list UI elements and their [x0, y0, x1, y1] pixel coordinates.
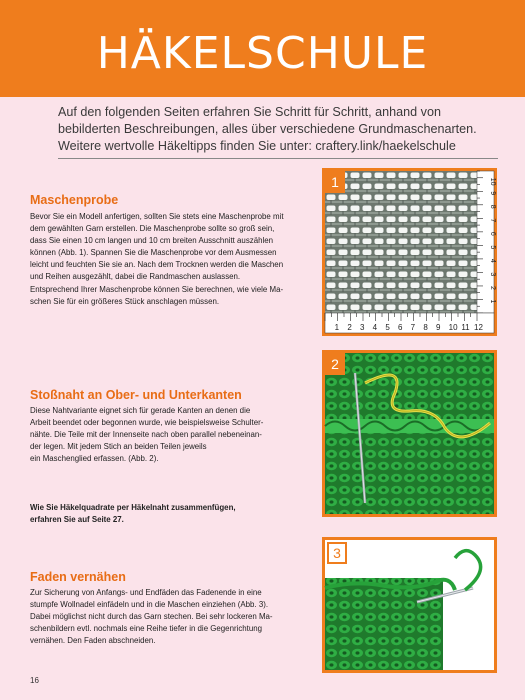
ruler-label: 6: [398, 323, 403, 332]
figure-number-badge: 1: [325, 171, 345, 193]
section-title-stossnaht: Stoßnaht an Ober- und Unterkanten: [30, 388, 242, 402]
ruler-label: 6: [489, 231, 496, 236]
ruler-label: 11: [461, 323, 470, 332]
body-line: Diese Nahtvariante eignet sich für gerade Kanten an denen die: [30, 406, 251, 415]
body-line: nähte. Die Teile mit der Innenseite nach oben parallel nebeneinan-: [30, 430, 262, 440]
ruler-label: 4: [489, 258, 496, 263]
ruler-label: 4: [372, 323, 378, 332]
body-line: Bevor Sie ein Modell anfertigen, sollten Sie stets eine Maschenprobe mit: [30, 212, 284, 221]
intro-line: Auf den folgenden Seiten erfahren Sie Schritt für Schritt, anhand von: [58, 105, 441, 119]
body-line: schenbildern evtl. nochmals eine Reihe tiefer in die Gegenrichtung: [30, 624, 263, 634]
body-line: vernähen. Den Faden abschneiden.: [30, 636, 156, 646]
body-line: Entsprechend Ihrer Maschenprobe können Sie berechnen, wie viele Ma-: [30, 284, 284, 294]
section-body-stossnaht: [30, 405, 315, 465]
body-line: können (Abb. 1). Spannen Sie die Maschenprobe vor dem Ausmessen: [30, 248, 277, 258]
ruler-label: 2: [347, 323, 352, 332]
body-line: leicht und feuchten Sie sie an. Nach dem Trocknen werden die Maschen: [30, 260, 284, 270]
ruler-label: 8: [423, 323, 428, 332]
ruler-label: 10: [489, 177, 496, 186]
ruler-label: 1: [489, 299, 496, 304]
body-line: Arbeit beendet oder begonnen wurde, wie beispielsweise Schulter-: [30, 418, 264, 428]
body-line: der legen. Mit jedem Stich an beiden Teilen jeweils: [30, 442, 207, 452]
figure-number-badge: 2: [325, 353, 345, 375]
body-line: dem gewählten Garn erstellen. Die Maschenprobe sollte so groß sein,: [30, 224, 275, 234]
ruler-label: 2: [489, 285, 496, 290]
figure-3-weaving-ends: [322, 537, 497, 673]
body-line: ein Maschenglied erfassen. (Abb. 2).: [30, 454, 159, 464]
ruler-label: 12: [474, 323, 483, 332]
page-number: 16: [30, 676, 39, 685]
ruler-label: 5: [385, 323, 390, 332]
intro-line: bebilderten Beschreibungen, alles über verschiedene Grundmaschenarten.: [58, 122, 477, 136]
body-line: und Reihen ausgezählt, dabei die Randmaschen auslassen.: [30, 272, 241, 282]
note-line: Wie Sie Häkelquadrate per Häkelnaht zusammenfügen,: [30, 503, 236, 512]
figure-1-gauge-swatch: [322, 168, 497, 336]
ruler-label: 5: [489, 245, 496, 250]
figure-number-badge: 3: [327, 542, 347, 564]
ruler-label: 10: [448, 323, 458, 332]
section-body-maschenprobe: [30, 211, 315, 308]
cross-reference-note: [30, 502, 315, 526]
ruler-label: 3: [360, 323, 365, 332]
ruler-label: 3: [489, 272, 496, 277]
seam-illustration: [325, 353, 494, 514]
weaving-ends-illustration: [325, 540, 494, 670]
body-line: dass Sie einen 10 cm langen und 10 cm breiten Ausschnitt auszählen: [30, 236, 274, 246]
body-line: Zur Sicherung von Anfangs- und Endfäden das Fadenende in eine: [30, 588, 262, 597]
ruler-label: 7: [489, 218, 496, 223]
gauge-swatch-illustration: [325, 171, 494, 333]
ruler-label: 9: [436, 323, 441, 332]
body-line: stumpfe Wollnadel einfädeln und in die Maschen einziehen (Abb. 3).: [30, 600, 269, 610]
body-line: schen Sie für ein größeres Stück anschlagen müssen.: [30, 296, 220, 306]
intro-text: [58, 104, 498, 155]
page-title: HÄKELSCHULE: [96, 28, 429, 79]
ruler-label: 1: [334, 323, 340, 332]
ruler-label: 8: [489, 204, 496, 209]
ruler-label: 7: [410, 323, 416, 332]
header-banner: [0, 0, 525, 97]
note-line: erfahren Sie auf Seite 27.: [30, 515, 124, 524]
figure-2-seam: [322, 350, 497, 517]
section-title-maschenprobe: Maschenprobe: [30, 193, 119, 207]
section-body-faden: [30, 587, 315, 647]
ruler-label: 9: [489, 191, 496, 196]
body-line: Dabei möglichst nicht durch das Garn stechen. Bei sehr lockeren Ma-: [30, 612, 273, 622]
intro-line: Weitere wertvolle Häkeltipps finden Sie unter: craftery.link/haekelschule: [58, 139, 456, 153]
section-title-faden: Faden vernähen: [30, 570, 126, 584]
divider: [58, 158, 498, 159]
